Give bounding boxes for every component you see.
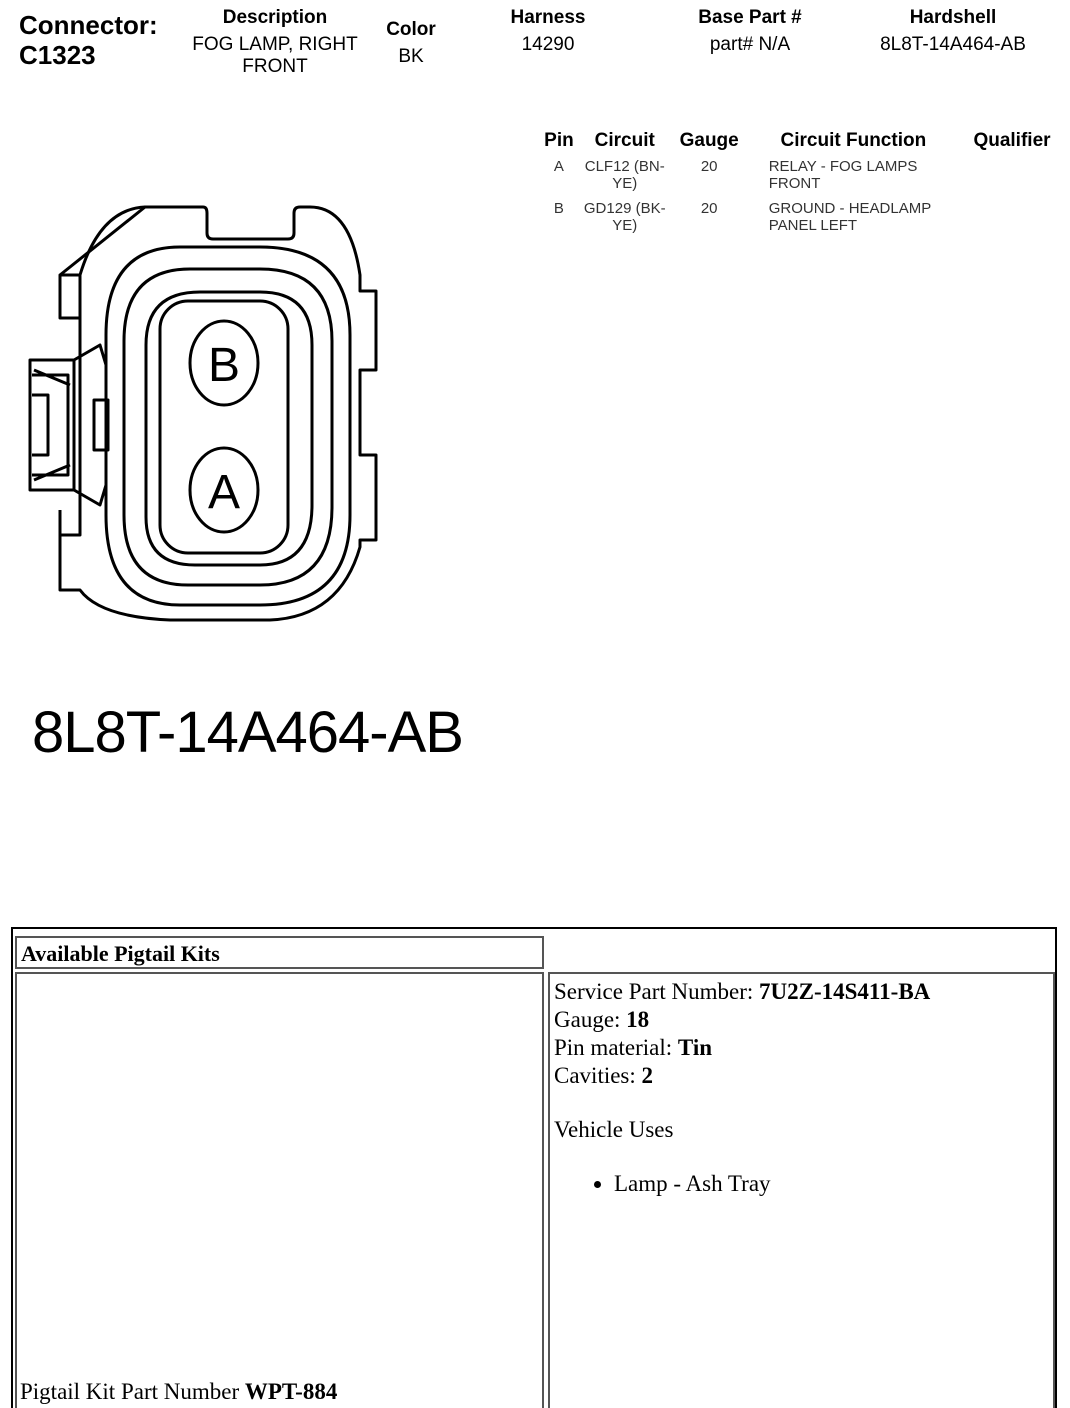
connector-face-diagram xyxy=(20,195,390,635)
pin-material-line xyxy=(554,1034,930,1062)
service-part-value: 7U2Z-14S411-BA xyxy=(759,979,931,1004)
qualifier-cell xyxy=(954,198,1070,240)
connector-label xyxy=(19,10,158,70)
description-label: Description xyxy=(222,7,328,28)
pin-a-label: A xyxy=(207,466,241,519)
col-pin: Pin xyxy=(544,130,574,151)
description-column xyxy=(180,7,370,78)
pigtail-kits-title: Available Pigtail Kits xyxy=(21,941,220,966)
function-cell: GROUND - HEADLAMP PANEL LEFT xyxy=(768,200,931,234)
color-value: BK xyxy=(398,46,424,67)
col-gauge: Gauge xyxy=(679,130,739,151)
pigtail-kit-details xyxy=(554,978,930,1198)
col-qualifier: Qualifier xyxy=(973,130,1051,151)
part-number-large: 8L8T-14A464-AB xyxy=(32,700,463,765)
connector-label-text: Connector: xyxy=(19,10,158,40)
function-cell: RELAY - FOG LAMPS FRONT xyxy=(768,158,918,192)
connector-id: C1323 xyxy=(19,40,96,70)
gauge-cell: 20 xyxy=(700,200,718,217)
gauge-cell: 20 xyxy=(700,158,718,175)
pigtail-kit-image-cell xyxy=(15,972,544,1408)
table-row xyxy=(534,156,1070,198)
color-label: Color xyxy=(386,19,436,40)
gauge-value: 18 xyxy=(626,1007,650,1032)
pin-table xyxy=(534,130,1070,240)
hardshell-value: 8L8T-14A464-AB xyxy=(880,34,1026,55)
pin-material-value: Tin xyxy=(677,1035,713,1060)
inner-wall-middle xyxy=(124,269,332,585)
cavities-value: 2 xyxy=(641,1063,654,1088)
base-part-column xyxy=(670,7,830,56)
pin-cell: A xyxy=(553,158,564,175)
pin-cell: B xyxy=(553,200,564,217)
hardshell-label: Hardshell xyxy=(909,7,997,28)
vehicle-uses-title: Vehicle Uses xyxy=(554,1117,674,1142)
col-circuit: Circuit xyxy=(594,130,655,151)
harness-label: Harness xyxy=(510,7,586,28)
gauge-label: Gauge: xyxy=(554,1007,621,1032)
vehicle-uses-list xyxy=(554,1170,930,1198)
kit-part-label: Pigtail Kit Part Number xyxy=(20,1379,240,1404)
pigtail-kit-details-cell xyxy=(548,972,1055,1408)
harness-column xyxy=(490,7,606,56)
base-part-value: part# N/A xyxy=(709,34,791,55)
table-row xyxy=(534,198,1070,240)
pin-b-label: B xyxy=(207,339,241,392)
pin-table-header xyxy=(534,130,1070,156)
pigtail-kit-part-line xyxy=(20,1378,337,1406)
color-column xyxy=(370,19,452,68)
col-circuit-function: Circuit Function xyxy=(780,130,927,151)
circuit-cell: CLF12 (BN-YE) xyxy=(584,158,665,192)
service-part-label: Service Part Number: xyxy=(554,979,754,1004)
service-part-line xyxy=(554,978,930,1006)
kit-part-value: WPT-884 xyxy=(244,1379,338,1404)
circuit-cell: GD129 (BK-YE) xyxy=(583,200,666,234)
gauge-line xyxy=(554,1006,930,1034)
pigtail-kits-title-box xyxy=(15,936,544,969)
cavities-line xyxy=(554,1062,930,1090)
cavities-label: Cavities: xyxy=(554,1063,636,1088)
hardshell-column xyxy=(858,7,1048,56)
qualifier-cell xyxy=(954,156,1070,198)
base-part-label: Base Part # xyxy=(698,7,802,28)
list-item: • Lamp - Ash Tray xyxy=(614,1170,930,1198)
description-value: FOG LAMP, RIGHT FRONT xyxy=(192,34,358,77)
harness-value: 14290 xyxy=(521,34,575,55)
pin-material-label: Pin material: xyxy=(554,1035,673,1060)
